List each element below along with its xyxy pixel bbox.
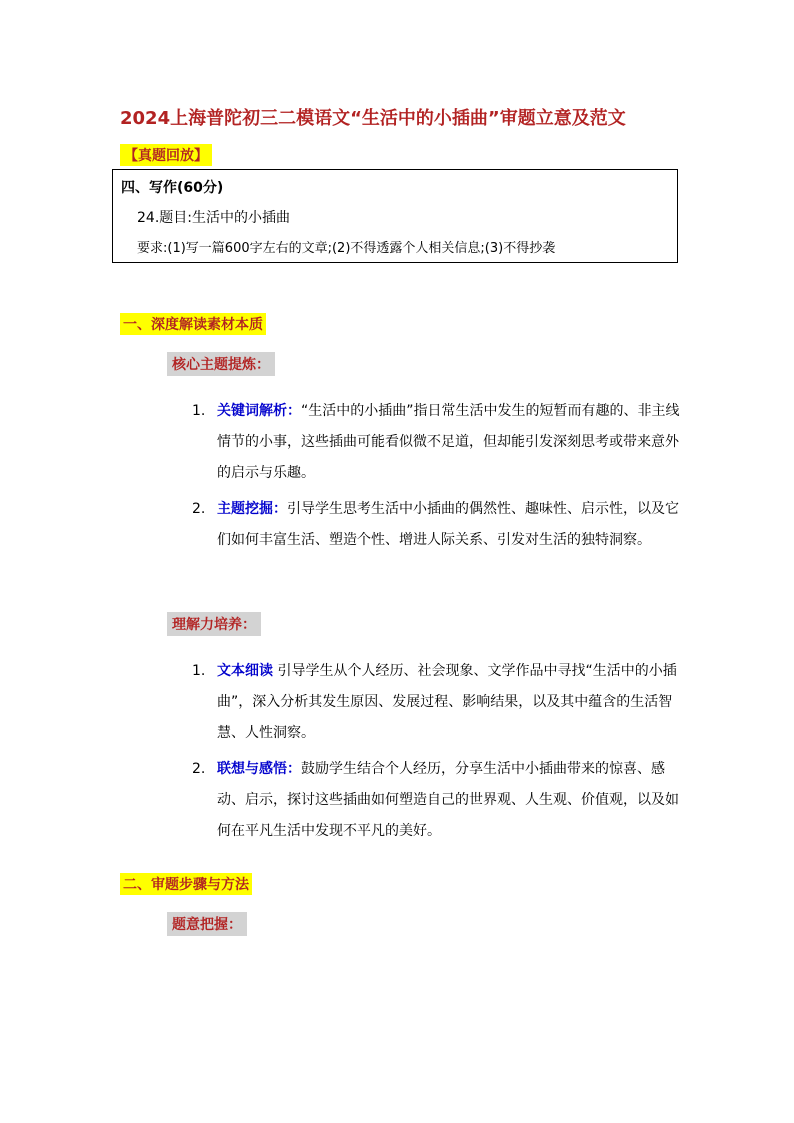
item-text: 鼓励学生结合个人经历，分享生活中小插曲带来的惊喜、感动、启示，探讨这些插曲如何塑造自己的世界观、人生观、价值观，以及如何在平凡生活中发现不平凡的美好。	[217, 761, 679, 839]
document-title: 2024上海普陀初三二模语文“生活中的小插曲”审题立意及范文	[120, 108, 626, 129]
list-item	[192, 656, 682, 749]
part1-sub2-heading: 理解力培养：	[167, 612, 261, 636]
list-number: 2.	[192, 501, 206, 517]
item-text: 引导学生思考生活中小插曲的偶然性、趣味性、启示性，以及它们如何丰富生活、塑造个性、增进人际关系、引发对生活的独特洞察。	[217, 501, 679, 548]
list-item	[192, 494, 682, 556]
question-requirements: 要求:(1)写一篇600字左右的文章;(2)不得透露个人相关信息;(3)不得抄袭	[137, 241, 556, 256]
item-text: 引导学生从个人经历、社会现象、文学作品中寻找“生活中的小插曲”，深入分析其发生原因、发展过程、影响结果，以及其中蕴含的生活智慧、人性洞察。	[217, 663, 677, 741]
list-item	[192, 396, 682, 489]
exam-tag: 【真题回放】	[120, 144, 212, 166]
keyword: 文本细读	[217, 663, 273, 679]
part2-heading: 二、审题步骤与方法	[120, 873, 252, 895]
question-box	[112, 169, 678, 263]
part1-heading: 一、深度解读素材本质	[120, 313, 266, 335]
question-prompt: 24.题目:生活中的小插曲	[137, 210, 290, 226]
list-number: 2.	[192, 761, 206, 777]
list-number: 1.	[192, 403, 206, 419]
keyword: 主题挖掘：	[217, 501, 287, 517]
list-item	[192, 754, 682, 847]
keyword: 关键词解析：	[217, 403, 301, 419]
item-text: “生活中的小插曲”指日常生活中发生的短暂而有趣的、非主线情节的小事，这些插曲可能看似微不足道，但却能引发深刻思考或带来意外的启示与乐趣。	[217, 403, 680, 481]
keyword: 联想与感悟：	[217, 761, 301, 777]
question-section: 四、写作(60分)	[121, 180, 224, 196]
part2-sub1-heading: 题意把握：	[167, 912, 247, 936]
list-number: 1.	[192, 663, 206, 679]
part1-sub1-heading: 核心主题提炼：	[167, 352, 275, 376]
